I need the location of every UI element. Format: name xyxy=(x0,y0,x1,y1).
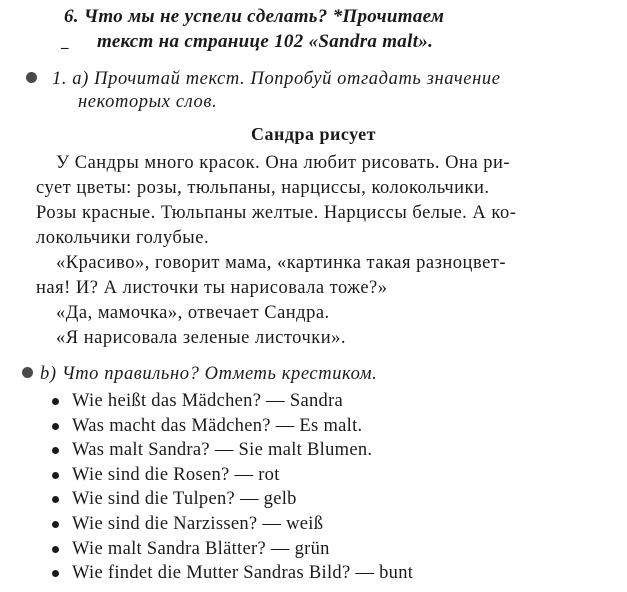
task-a-line-2: некоторых слов. xyxy=(78,92,218,112)
bullet-icon xyxy=(52,570,59,577)
list-item[interactable] xyxy=(52,389,612,414)
story-line: «Красиво», говорит мама, «картинка такая разноцвет- xyxy=(56,253,507,273)
bullet-icon xyxy=(52,472,59,479)
story-line: ная! И? А листочки ты нарисовала тоже?» xyxy=(36,278,388,298)
answer-text: Wie sind die Tulpen? — gelb xyxy=(72,489,297,510)
task-b-instruction xyxy=(40,362,600,386)
story-line: Розы красные. Тюльпаны желтые. Нарциссы белые. А ко- xyxy=(36,203,517,223)
list-item[interactable] xyxy=(52,512,612,537)
bullet-icon xyxy=(52,423,59,430)
list-item[interactable] xyxy=(52,438,612,463)
story-line: У Сандры много красок. Она любит рисовать. Она ри- xyxy=(56,153,511,173)
story-line: «Я нарисовала зеленые листочки». xyxy=(56,328,347,348)
list-item[interactable] xyxy=(52,537,612,562)
answer-text: Wie findet die Mutter Sandras Bild? — bunt xyxy=(72,563,414,584)
task-b-text: Что правильно? Отметь крестиком. xyxy=(61,364,378,384)
heading-dash: _ xyxy=(62,35,70,51)
answer-text: Was malt Sandra? — Sie malt Blumen. xyxy=(72,440,373,461)
list-item[interactable] xyxy=(52,414,612,439)
answer-text: Wie sind die Narzissen? — weiß xyxy=(72,513,324,534)
task-b-bullet-icon xyxy=(22,367,33,378)
list-item[interactable] xyxy=(52,487,612,512)
task-a-line-1: Прочитай текст. Попробуй отгадать значение xyxy=(94,69,501,89)
task-a-bullet-icon xyxy=(26,72,37,83)
exercise-heading xyxy=(64,4,604,54)
story-line: сует цветы: розы, тюльпаны, нарциссы, колокольчики. xyxy=(36,178,490,198)
task-a-instruction xyxy=(52,68,612,114)
bullet-icon xyxy=(52,398,59,405)
answer-list xyxy=(52,389,612,586)
answer-text: Was macht das Mädchen? — Es malt. xyxy=(72,415,363,436)
bullet-icon xyxy=(52,521,59,528)
answer-text: Wie sind die Rosen? — rot xyxy=(72,464,280,485)
bullet-icon xyxy=(52,447,59,454)
bullet-icon xyxy=(52,546,59,553)
list-item[interactable] xyxy=(52,463,612,488)
bullet-icon xyxy=(52,496,59,503)
story-text xyxy=(36,151,616,351)
task-a-label: 1. a) xyxy=(52,69,89,89)
answer-text: Wie heißt das Mädchen? — Sandra xyxy=(72,391,344,411)
heading-line-1: 6. Что мы не успели сделать? *Прочитаем xyxy=(64,6,445,27)
task-b-label: b) xyxy=(40,364,57,384)
list-item[interactable] xyxy=(52,561,612,586)
answer-text: Wie malt Sandra Blätter? — grün xyxy=(72,538,330,559)
story-line: «Да, мамочка», отвечает Сандра. xyxy=(56,303,330,323)
story-line: локольчики голубые. xyxy=(36,228,210,248)
story-title: Сандра рисует xyxy=(251,124,376,144)
heading-line-2: текст на странице 102 «Sandra malt». xyxy=(97,31,434,52)
